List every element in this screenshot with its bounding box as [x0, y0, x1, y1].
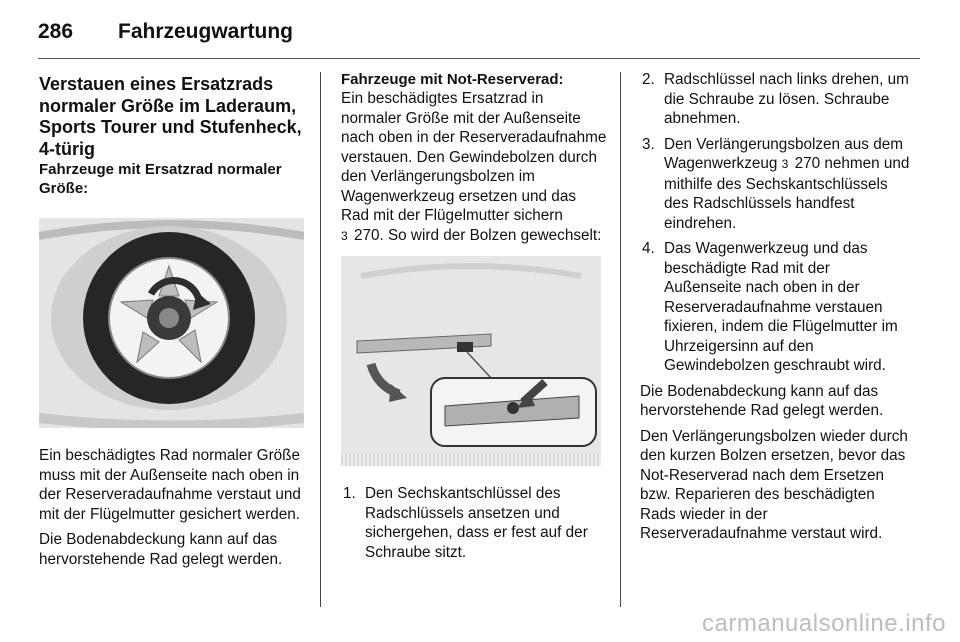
column-divider-2 [620, 72, 621, 607]
watermark: carmanualsonline.info [702, 610, 946, 637]
step-text-ref: 270 nehmen und mithilfe des Sechskantschlüssels des Radschlüssels handfest eindrehen. [664, 155, 910, 232]
page-reference-icon: 3 [341, 228, 348, 243]
step-item [640, 135, 910, 234]
section-title: Verstauen eines Ersatzrads normaler Größe im Laderaum, Sports Tourer und Stufenheck, 4-türig [39, 74, 302, 159]
step-item [640, 239, 910, 376]
paragraph-emergency-spare [341, 89, 607, 246]
bolt-replacement-drawing [341, 256, 601, 466]
paragraph-floor-cover-2: Die Bodenabdeckung kann auf das hervorstehende Rad gelegt werden. [640, 382, 884, 419]
step-number: 1. [343, 485, 356, 502]
step-text: Radschlüssel nach links drehen, um die Schraube zu lösen. Schraube abnehmen. [664, 71, 909, 127]
step-item [341, 484, 607, 562]
paragraph-emergency-spare-text: Ein beschädigtes Ersatzrad in normaler Größe mit der Außenseite nach oben in der Reserveradaufnahme verstauen. Den Gewindebolzen durch den Verlängerungsbolzen im Wagenwerkzeug ersetzen und das Rad mit der Flügelmutter sichern [341, 90, 607, 224]
page-reference-icon: 3 [781, 157, 789, 171]
paragraph-damaged-wheel: Ein beschädigtes Rad normaler Größe muss mit der Außenseite nach oben in der Reserveradaufnahme verstaut und mit der Flügelmutter gesichert werden. [39, 447, 301, 523]
spare-wheel-drawing [39, 218, 304, 428]
column-3 [640, 70, 910, 550]
column-divider-1 [320, 72, 321, 607]
paragraph-replace-bolt: Den Verlängerungsbolzen wieder durch den kurzen Bolzen ersetzen, bevor das Not-Reserverad nach dem Ersetzen bzw. Reparieren des beschädigten Rads wieder in der Reserveradaufnahme verstaut wird. [640, 427, 908, 542]
step-item [640, 70, 910, 129]
step-number: 3. [642, 135, 655, 153]
column-2 [341, 70, 607, 568]
step-number: 2. [642, 71, 655, 88]
paragraph-floor-cover: Die Bodenabdeckung kann auf das hervorstehende Rad gelegt werden. [39, 531, 283, 568]
bolt-replacement-illustration [341, 256, 601, 466]
step-number: 4. [642, 240, 655, 257]
paragraph-emergency-spare-ref: 270. So wird der Bolzen gewechselt: [353, 226, 602, 244]
step-text: Das Wagenwerkzeug und das beschädigte Rad mit der Außenseite nach oben in der Reserveradaufnahme verstauen fixieren, indem die Flügelmutter im Uhrzeigersinn auf den Gewindebolzen geschraubt wird. [664, 240, 898, 374]
subheading-emergency-spare: Fahrzeuge mit Not-Reserverad: [341, 71, 564, 88]
header-divider [38, 58, 920, 59]
page-number: 286 [38, 20, 74, 43]
column-1 [39, 62, 307, 575]
steps-list-1 [341, 484, 607, 562]
page-header [38, 18, 918, 58]
figure-footer-strip [341, 454, 601, 466]
step-text: Den Sechskantschlüssel des Radschlüssels ansetzen und sichergehen, dass er fest auf der Schraube sitzt. [365, 485, 588, 561]
page-title: Fahrzeugwartung [118, 20, 294, 43]
subheading-full-size-spare: Fahrzeuge mit Ersatzrad normaler Größe: [39, 161, 282, 197]
spare-wheel-illustration [39, 218, 304, 428]
step-text: Den Verlängerungsbolzen aus dem Wagenwerkzeug [664, 135, 903, 172]
steps-list-2 [640, 70, 910, 376]
